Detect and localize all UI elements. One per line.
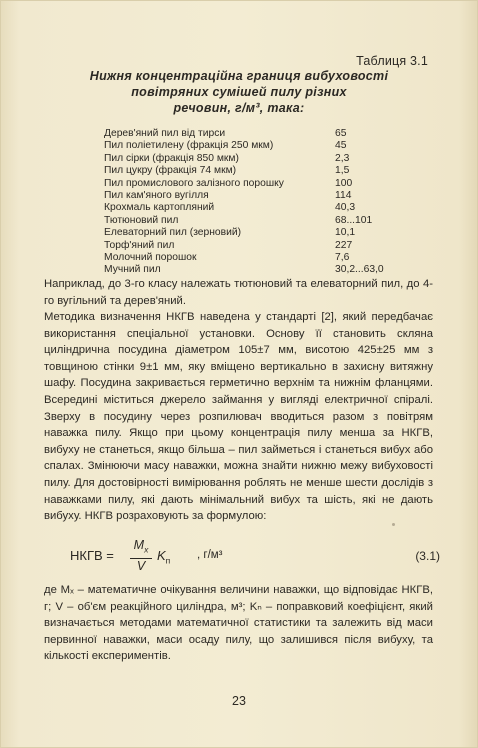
concentration-value: 2,3 bbox=[335, 152, 350, 164]
substance-name: Елеваторний пил (зерновий) bbox=[104, 227, 242, 239]
concentration-value: 30,2...63,0 bbox=[335, 264, 384, 276]
paper-speck bbox=[392, 523, 395, 526]
concentration-list bbox=[104, 128, 424, 277]
formula-number: (3.1) bbox=[415, 549, 440, 563]
formula-coefficient bbox=[157, 548, 170, 566]
list-item bbox=[104, 215, 424, 227]
list-item bbox=[104, 153, 424, 165]
list-item bbox=[104, 128, 424, 140]
substance-name: Крохмаль картопляний bbox=[104, 202, 215, 214]
concentration-value: 100 bbox=[335, 177, 353, 189]
list-item bbox=[104, 264, 424, 276]
substance-name: Дерев'яний пил від тирси bbox=[104, 128, 226, 139]
substance-name: Пил поліетилену (фракція 250 мкм) bbox=[104, 140, 274, 152]
formula-fraction bbox=[130, 538, 152, 574]
list-item bbox=[104, 252, 424, 264]
concentration-value: 1,5 bbox=[335, 165, 350, 177]
page-number: 23 bbox=[232, 694, 246, 708]
table-title-line: повітряних сумішей пилу різних bbox=[131, 85, 347, 99]
concentration-value: 65 bbox=[335, 128, 347, 139]
table-label: Таблиця 3.1 bbox=[356, 54, 428, 68]
list-item bbox=[104, 202, 424, 214]
substance-name: Пил цукру (фракція 74 мкм) bbox=[104, 165, 237, 177]
numerator-var: M bbox=[133, 538, 145, 552]
concentration-value: 40,3 bbox=[335, 202, 356, 214]
paragraph-method: Методика визначення НКГВ наведена у стандарті [2], який передбачає використання спеціальної установки. Основу її становить скляна циліндрична посудина діаметром 105±7 мм, висотою 425±25 мм з товщиною стінки 9±1 мм, яку вміщено вертикально в захисну витяжну шафу. Посудина закривається герметично верхнім та нижнім фланцями. Всередині міститься джерело займання у вигляді електричної спіралі. Зверху в посудину через розпилювач вводиться разом з повітрям наважка пилу. Якщо при цьому концентрація пилу менша за НКГВ, вибуху не станеться, якщо більша – пил займеться і станеться вибух або спалах. Змінюючи масу наважки, можна знайти нижню межу вибуховості пилу. Для достовірності вимірювання роблять не менше шести дослідів з наважками пилу, які дають мінімальний вибух та шість, які не дають вибуху. НКГВ розраховують за формулою: bbox=[44, 311, 433, 523]
formula-unit: , г/м³ bbox=[197, 549, 223, 561]
concentration-value: 10,1 bbox=[335, 227, 356, 239]
formula bbox=[70, 536, 440, 576]
table-title-line: Нижня концентраційна границя вибуховості bbox=[89, 69, 389, 83]
substance-name: Пил сірки (фракція 850 мкм) bbox=[104, 152, 239, 164]
substance-name: Тютюновий пил bbox=[104, 214, 179, 226]
list-item bbox=[104, 227, 424, 239]
substance-name: Пил кам'яного вугілля bbox=[104, 189, 209, 201]
concentration-value: 7,6 bbox=[335, 251, 350, 263]
table-title bbox=[70, 68, 408, 116]
list-item bbox=[104, 240, 424, 252]
formula-lhs: НКГВ = bbox=[70, 548, 114, 563]
list-item bbox=[104, 178, 424, 190]
coefficient-var: K bbox=[157, 548, 166, 563]
table-title-line: речовин, г/м³, така: bbox=[173, 101, 305, 115]
substance-name: Молочний порошок bbox=[104, 251, 197, 263]
list-item bbox=[104, 140, 424, 152]
concentration-value: 114 bbox=[335, 189, 352, 201]
paragraph-classes: Наприклад, до 3-го класу належать тютюновий та елеваторний пил, до 4-го вугільний та дерев'яний. bbox=[44, 278, 433, 307]
coefficient-sub: п bbox=[165, 555, 171, 566]
paragraph-definitions: де Mₓ – математичне очікування величини наважки, що відповідає НКГВ, г; V – об'єм реакційного циліндра, м³; Kₙ – поправковий коефіцієнт, який визначається методами математичної статистики та залежить від маси первинної наважки, маси осаду пилу, що залишився після вибуху, та кількості експериментів. bbox=[44, 584, 433, 663]
formula-numerator bbox=[130, 538, 152, 559]
list-item bbox=[104, 190, 424, 202]
concentration-value: 227 bbox=[335, 239, 353, 251]
numerator-sub: x bbox=[144, 544, 149, 555]
list-item bbox=[104, 165, 424, 177]
substance-name: Мучний пил bbox=[104, 264, 161, 276]
substance-name: Пил промислового залізного порошку bbox=[104, 177, 284, 189]
concentration-value: 68...101 bbox=[335, 214, 373, 226]
substance-name: Торф'яний пил bbox=[104, 239, 175, 251]
formula-denominator: V bbox=[136, 558, 146, 573]
concentration-value: 45 bbox=[335, 140, 347, 152]
